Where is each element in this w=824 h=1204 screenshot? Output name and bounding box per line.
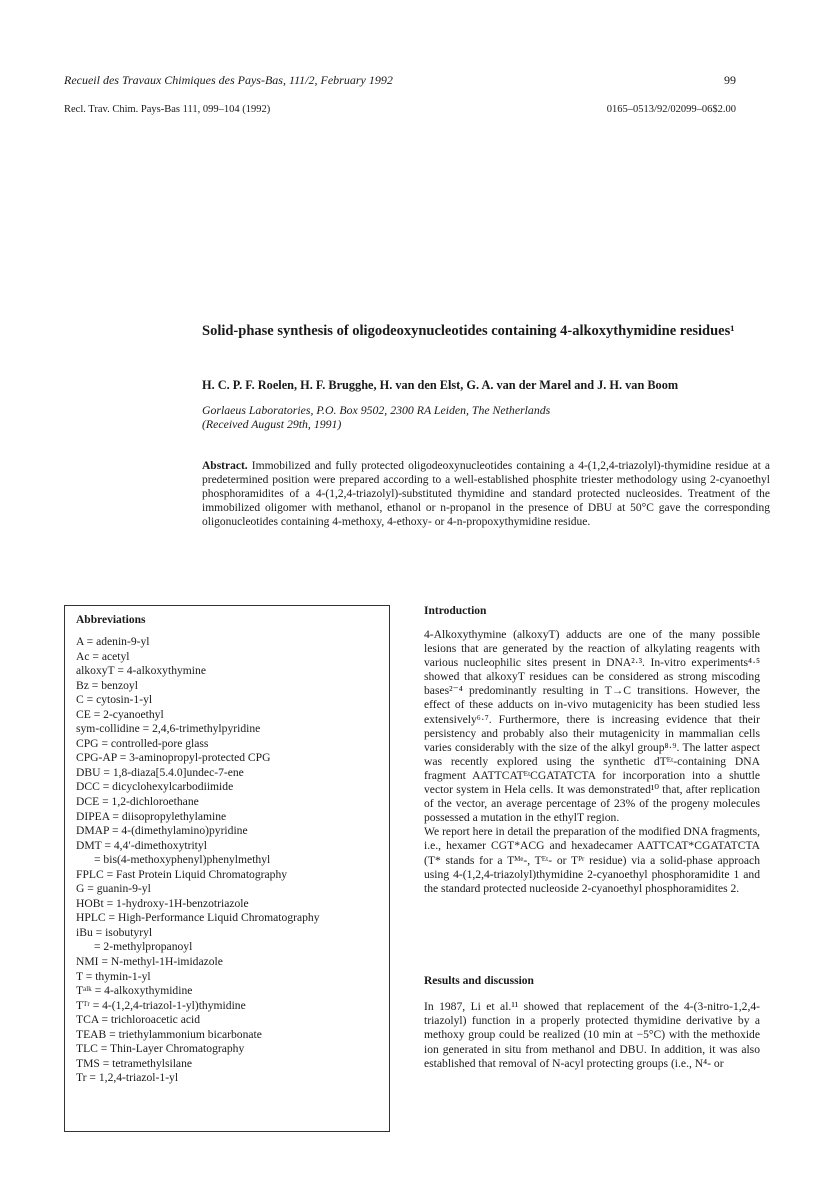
results-heading: Results and discussion — [424, 975, 534, 987]
citation: Recl. Trav. Chim. Pays-Bas 111, 099–104 (1992) — [64, 104, 271, 115]
abbreviation-item: HOBt = 1-hydroxy-1H-benzotriazole — [76, 896, 249, 910]
abbreviations-list — [76, 635, 386, 1086]
abbreviation-item: NMI = N-methyl-1H-imidazole — [76, 955, 223, 969]
abbreviation-item: CPG = controlled-pore glass — [76, 736, 209, 750]
abbreviation-item: CPG-AP = 3-aminopropyl-protected CPG — [76, 751, 271, 765]
abbreviation-item: Ac = acetyl — [76, 649, 130, 663]
abbreviations-title: Abbreviations — [76, 614, 146, 626]
abbreviation-item: TLC = Thin-Layer Chromatography — [76, 1042, 245, 1056]
abbreviation-item-continuation: = bis(4-methoxyphenyl)phenylmethyl — [94, 853, 271, 867]
abbreviation-item: A = adenin-9-yl — [76, 635, 150, 648]
abbreviation-item: Bz = benzoyl — [76, 678, 138, 692]
introduction-body — [424, 628, 760, 896]
abbreviation-item: alkoxyT = 4-alkoxythymine — [76, 664, 206, 678]
abbreviation-item: iBu = isobutyryl — [76, 925, 153, 939]
abbreviation-item: CE = 2-cyanoethyl — [76, 707, 164, 721]
article-code: 0165–0513/92/02099–06$2.00 — [606, 104, 736, 115]
page-number: 99 — [724, 73, 736, 87]
abbreviation-item: TMS = tetramethylsilane — [76, 1056, 193, 1070]
abbreviation-item: DCE = 1,2-dichloroethane — [76, 795, 199, 809]
abstract-text: Immobilized and fully protected oligodeoxynucleotides containing a 4-(1,2,4-triazolyl)-thymidine residue at a predetermined position were prepared according to a well-established phosphite triester methodology using 2-cyanoethyl phosphoramidites of a 4-(1,2,4-triazolyl)-substituted thymidine and standard protected nucleosides. Treatment of the immobilized oligomer with methanol, ethanol or n-propanol in the presence of DBU at 50°C gave the corresponding oligonucleotides containing 4-methoxy, 4-ethoxy- or 4-n-propoxythymidine residue. — [202, 460, 771, 528]
abbreviation-item: DCC = dicyclohexylcarbodiimide — [76, 780, 234, 794]
received-date: (Received August 29th, 1991) — [202, 417, 342, 431]
abbreviation-item: TEAB = triethylammonium bicarbonate — [76, 1027, 262, 1041]
abbreviation-item: TCA = trichloroacetic acid — [76, 1013, 201, 1027]
abbreviation-item: Tᵃˡᵏ = 4-alkoxythymidine — [76, 984, 193, 998]
affiliation-block — [202, 403, 772, 431]
abbreviation-item: T = thymin-1-yl — [76, 969, 151, 983]
abbreviation-item: FPLC = Fast Protein Liquid Chromatography — [76, 867, 288, 881]
abbreviation-item-continuation: = 2-methylpropanoyl — [94, 940, 193, 954]
abbreviation-item: G = guanin-9-yl — [76, 882, 151, 896]
journal-header: Recueil des Travaux Chimiques des Pays-Bas, 111/2, February 1992 — [64, 73, 393, 87]
authors: H. C. P. F. Roelen, H. F. Brugghe, H. van den Elst, G. A. van der Marel and J. H. van Boom — [202, 378, 679, 392]
abbreviation-item: C = cytosin-1-yl — [76, 693, 153, 707]
abstract — [202, 459, 770, 529]
results-paragraph: In 1987, Li et al.¹¹ showed that replacement of the 4-(3-nitro-1,2,4-triazolyl) function in a properly protected thymidine derivative by a methoxy group could be realized (10 min at −5°C) with the methoxide ion generated in situ from methanol and DBU. In addition, it was also established that removal of N-acyl protecting groups (i.e., N⁴- or — [424, 1000, 760, 1070]
abstract-label: Abstract. — [202, 460, 248, 472]
abbreviation-item: DBU = 1,8-diaza[5.4.0]undec-7-ene — [76, 765, 244, 779]
abbreviation-item: Tᵀʳ = 4-(1,2,4-triazol-1-yl)thymidine — [76, 998, 246, 1012]
article-title: Solid-phase synthesis of oligodeoxynucleotides containing 4-alkoxythymidine residues¹ — [202, 323, 735, 339]
abbreviation-item: DIPEA = diisopropylethylamine — [76, 809, 227, 823]
abbreviation-item: sym-collidine = 2,4,6-trimethylpyridine — [76, 722, 261, 736]
introduction-paragraph: We report here in detail the preparation of the modified DNA fragments, i.e., hexamer CGT*ACG and hexadecamer AATTCAT*CGATATCTA (T* stands for a Tᴹᵉ-, Tᴱᵗ- or Tᴾʳ residue) via a solid-phase approach using 4-(1,2,4-triazolyl)thymidine 2-cyanoethyl phosphoramidite 1 and the standard protected nucleoside 2-cyanoethyl phosphoramidites 2. — [424, 825, 760, 895]
abbreviation-item: DMAP = 4-(dimethylamino)pyridine — [76, 824, 248, 838]
abbreviation-item: HPLC = High-Performance Liquid Chromatography — [76, 911, 320, 925]
introduction-paragraph: 4-Alkoxythymine (alkoxyT) adducts are one of the many possible lesions that are generated by the reaction of alkylating reagents with various nucleophilic sites present in DNA²·³. In-vitro experiments⁴·⁵ showed that alkoxyT residues can be considered as strong miscoding bases²⁻⁴ predominantly resulting in T→C transitions. However, the effect of these adducts on in-vivo mutagenicity has been studied less extensively⁶·⁷. Furthermore, there is increasing evidence that their persistency and probably also their mutagenicity in mammalian cells varies considerably with the size of the alkyl group⁸·⁹. The latter aspect was recently explored using the synthetic dTᴱᵗ-containing DNA fragment AATTCATᴱᵗCGATATCTA for incorporation into a shuttle vector system in Hela cells. It was demonstrated¹⁰ that, after replication of the vector, an average percentage of 23% of the progeny molecules possessed a mutation in the ethylT region. — [424, 628, 760, 825]
introduction-heading: Introduction — [424, 605, 487, 617]
abbreviation-item: Tr = 1,2,4-triazol-1-yl — [76, 1071, 179, 1085]
affiliation: Gorlaeus Laboratories, P.O. Box 9502, 2300 RA Leiden, The Netherlands — [202, 403, 551, 417]
abbreviation-item: DMT = 4,4′-dimethoxytrityl — [76, 838, 207, 852]
